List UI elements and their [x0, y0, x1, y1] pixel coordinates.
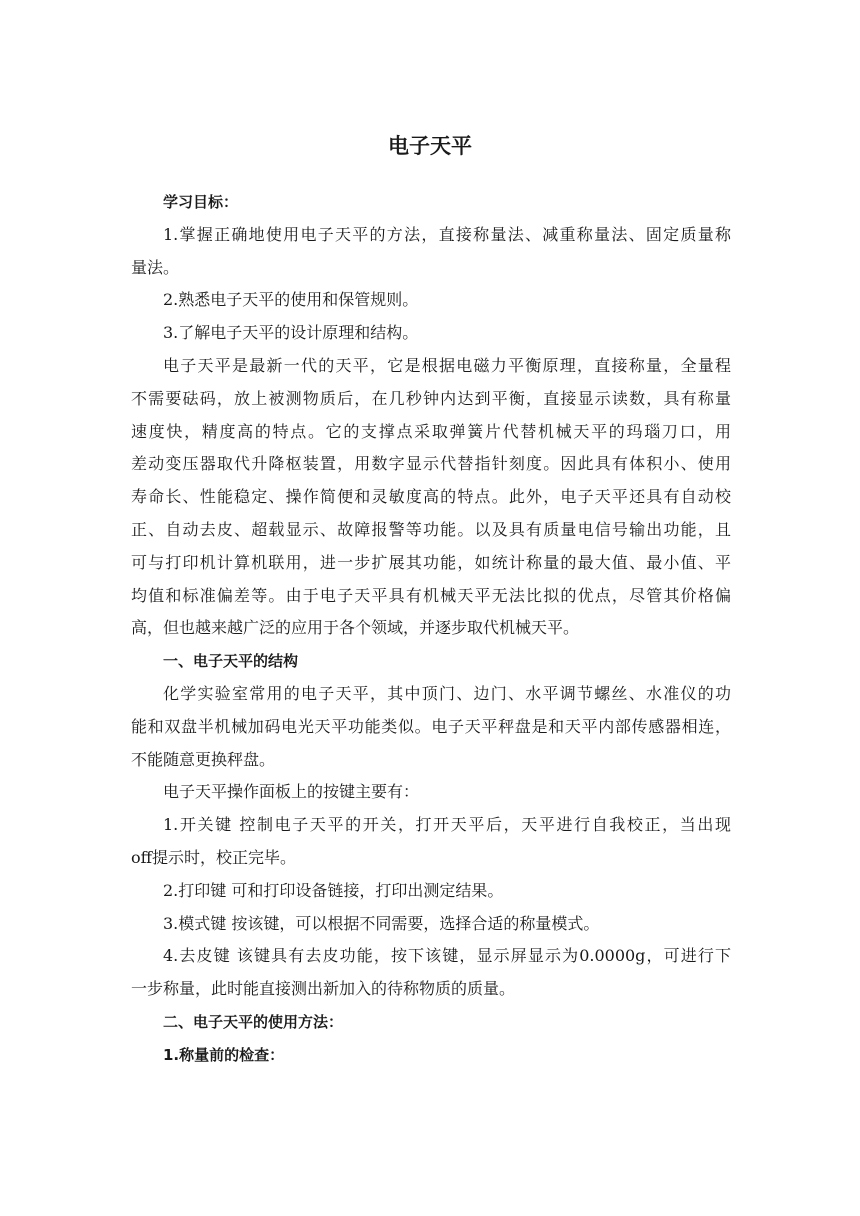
section-heading: 一、电子天平的结构: [163, 652, 299, 671]
paragraph-line: 差动变压器取代升降枢装置，用数字显示代替指针刻度。因此具有体积小、使用: [131, 454, 731, 474]
section-heading: 1.称量前的检查：: [163, 1045, 285, 1064]
paragraph-line: 电子天平操作面板上的按键主要有：: [163, 782, 420, 802]
section-heading: 学习目标：: [163, 193, 239, 211]
paragraph-line: 可与打印机计算机联用，进一步扩展其功能，如统计称量的最大值、最小值、平: [131, 552, 731, 572]
document-title: 电子天平: [388, 134, 472, 158]
paragraph-line: 2.打印键 可和打印设备链接，打印出测定结果。: [163, 880, 504, 900]
paragraph-line: off提示时，校正完毕。: [131, 847, 297, 867]
paragraph-line: 2.熟悉电子天平的使用和保管规则。: [163, 290, 419, 310]
paragraph-line: 均值和标准偏差等。由于电子天平具有机械天平无法比拟的优点，尽管其价格偏: [131, 585, 731, 605]
paragraph-line: 量法。: [131, 257, 180, 277]
paragraph-line: 3.模式键 按该键，可以根据不同需要，选择合适的称量模式。: [163, 913, 600, 933]
paragraph-line: 化学实验室常用的电子天平，其中顶门、边门、水平调节螺丝、水准仪的功: [163, 683, 731, 703]
paragraph-line: 1.掌握正确地使用电子天平的方法，直接称量法、减重称量法、固定质量称: [163, 224, 731, 244]
paragraph-line: 3.了解电子天平的设计原理和结构。: [163, 323, 419, 343]
document-body: [131, 186, 731, 1072]
paragraph-line: 一步称量，此时能直接测出新加入的待称物质的质量。: [131, 979, 516, 999]
paragraph-line: 能和双盘半机械加码电光天平功能类似。电子天平秤盘是和天平内部传感器相连，: [131, 716, 731, 736]
paragraph-line: 正、自动去皮、超载显示、故障报警等功能。以及具有质量电信号输出功能，且: [131, 519, 731, 539]
paragraph-line: 不需要砝码，放上被测物质后，在几秒钟内达到平衡，直接显示读数，具有称量: [131, 388, 731, 408]
paragraph-line: 高，但也越来越广泛的应用于各个领域，并逐步取代机械天平。: [131, 618, 580, 638]
paragraph-line: 速度快，精度高的特点。它的支撑点采取弹簧片代替机械天平的玛瑙刀口，用: [131, 421, 731, 441]
paragraph-line: 电子天平是最新一代的天平，它是根据电磁力平衡原理，直接称量，全量程: [163, 355, 731, 375]
paragraph-line: 寿命长、性能稳定、操作简便和灵敏度高的特点。此外，电子天平还具有自动校: [131, 487, 731, 507]
paragraph-line: 4.去皮键 该键具有去皮功能，按下该键，显示屏显示为0.0000g，可进行下: [163, 946, 731, 966]
section-heading: 二、电子天平的使用方法：: [163, 1012, 344, 1031]
paragraph-line: 不能随意更换秤盘。: [131, 749, 276, 769]
paragraph-line: 1.开关键 控制电子天平的开关，打开天平后，天平进行自我校正，当出现: [163, 815, 731, 835]
